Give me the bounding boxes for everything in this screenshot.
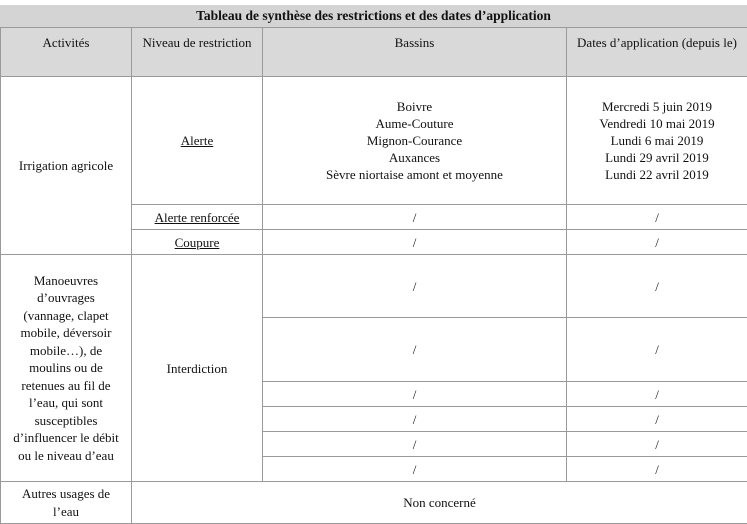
header-niveau: Niveau de restriction xyxy=(132,28,263,77)
activity-line: mobile, déversoir xyxy=(1,324,131,342)
activity-line: l’eau xyxy=(1,503,131,521)
date-cell: / xyxy=(567,457,747,482)
bassin-item: Auxances xyxy=(263,149,566,166)
activity-autres xyxy=(1,482,132,524)
activity-line: retenues au fil de xyxy=(1,377,131,395)
date-item: Mercredi 5 juin 2019 xyxy=(567,98,747,115)
table-row xyxy=(1,482,747,524)
bassin-cell: / xyxy=(263,255,567,318)
level-coupure xyxy=(132,230,263,255)
activity-line: l’eau, qui sont xyxy=(1,394,131,412)
bassin-item: Boivre xyxy=(263,98,566,115)
activity-line: moulins ou de xyxy=(1,359,131,377)
header-dates: Dates d’application (depuis le) xyxy=(567,28,747,77)
date-item: Vendredi 10 mai 2019 xyxy=(567,115,747,132)
bassin-item: Mignon-Courance xyxy=(263,132,566,149)
bassin-cell: / xyxy=(263,205,567,230)
date-cell: / xyxy=(567,432,747,457)
bassin-item: Sèvre niortaise amont et moyenne xyxy=(263,166,566,183)
bassin-item: Aume-Couture xyxy=(263,115,566,132)
autres-value: Non concerné xyxy=(132,482,747,524)
date-item: Lundi 6 mai 2019 xyxy=(567,132,747,149)
date-cell: / xyxy=(567,230,747,255)
date-cell: / xyxy=(567,318,747,382)
table-row xyxy=(1,255,747,318)
activity-irrigation: Irrigation agricole xyxy=(1,77,132,255)
bassins-alerte xyxy=(263,77,567,205)
activity-line: d’influencer le débit xyxy=(1,429,131,447)
level-interdiction: Interdiction xyxy=(132,255,263,482)
activity-line: mobile…), de xyxy=(1,342,131,360)
table-title: Tableau de synthèse des restrictions et des dates d’application xyxy=(0,5,747,27)
activity-line: Manoeuvres xyxy=(1,272,131,290)
bassin-cell: / xyxy=(263,382,567,407)
level-alerte xyxy=(132,77,263,205)
bassin-cell: / xyxy=(263,432,567,457)
table-row xyxy=(1,77,747,205)
bassin-cell: / xyxy=(263,457,567,482)
activity-line: d’ouvrages xyxy=(1,289,131,307)
date-cell: / xyxy=(567,255,747,318)
header-activites: Activités xyxy=(1,28,132,77)
header-bassins: Bassins xyxy=(263,28,567,77)
activity-line: Autres usages de xyxy=(1,485,131,503)
activity-line: ou le niveau d’eau xyxy=(1,447,131,465)
level-alerte-renforcee xyxy=(132,205,263,230)
bassin-cell: / xyxy=(263,230,567,255)
bassin-cell: / xyxy=(263,318,567,382)
table-header-row xyxy=(1,28,747,77)
level-coupure-label: Coupure xyxy=(175,235,220,250)
dates-alerte xyxy=(567,77,747,205)
date-item: Lundi 22 avril 2019 xyxy=(567,166,747,183)
date-item: Lundi 29 avril 2019 xyxy=(567,149,747,166)
activity-line: (vannage, clapet xyxy=(1,307,131,325)
activity-manoeuvres xyxy=(1,255,132,482)
date-cell: / xyxy=(567,382,747,407)
level-alerte-renforcee-label: Alerte renforcée xyxy=(155,210,240,225)
bassin-cell: / xyxy=(263,407,567,432)
date-cell: / xyxy=(567,407,747,432)
restrictions-table xyxy=(0,27,747,524)
date-cell: / xyxy=(567,205,747,230)
level-alerte-label: Alerte xyxy=(181,133,213,148)
activity-line: susceptibles xyxy=(1,412,131,430)
